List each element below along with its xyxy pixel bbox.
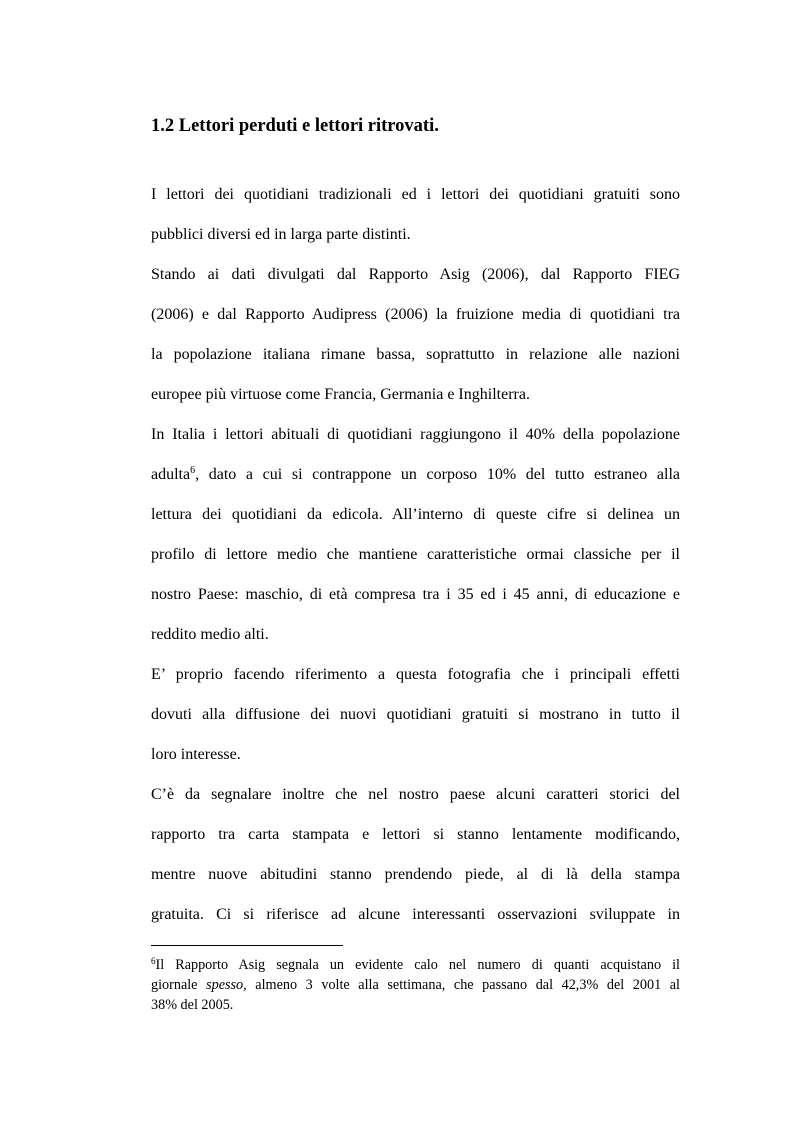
footnote-reference[interactable]: 6 [190,465,196,476]
footnote-line: 38% del 2005. [151,997,234,1013]
section-heading: 1.2 Lettori perduti e lettori ritrovati. [151,116,439,136]
footnote-text: Il Rapporto Asig segnala un evidente calo nel numero di quanti acquistano il [155,957,680,973]
body-line [151,463,680,487]
footnote-marker: 6 [151,956,156,966]
body-line: la popolazione italiana rimane bassa, soprattutto in relazione alle nazioni [151,346,680,363]
body-line: E’ proprio facendo riferimento a questa fotografia che i principali effetti [151,666,680,683]
footnote-text: giornale [151,977,207,993]
body-line: nostro Paese: maschio, di età compresa tra i 35 ed i 45 anni, di educazione e [151,586,680,603]
footnote-separator [151,945,343,946]
body-line: I lettori dei quotidiani tradizionali ed i lettori dei quotidiani gratuiti sono [151,186,680,203]
body-line: rapporto tra carta stampata e lettori si stanno lentamente modificando, [151,826,680,843]
body-line: gratuita. Ci si riferisce ad alcune interessanti osservazioni sviluppate in [151,906,680,923]
footnote-text: almeno 3 volte alla settimana, che passano dal 42,3% del 2001 al [246,977,681,993]
body-line: europee più virtuose come Francia, Germania e Inghilterra. [151,386,530,403]
body-line: dovuti alla diffusione dei nuovi quotidiani gratuiti si mostrano in tutto il [151,706,680,723]
body-text: adulta [151,466,191,483]
footnote-line [151,975,680,995]
body-line: mentre nuove abitudini stanno prendendo piede, al di là della stampa [151,866,680,883]
body-text: , dato a cui si contrappone un corposo 10% del tutto estraneo alla [195,466,680,483]
footnote-line [151,955,680,975]
body-line: pubblici diversi ed in larga parte distinti. [151,226,411,243]
body-line: lettura dei quotidiani da edicola. All’interno di queste cifre si delinea un [151,506,680,523]
body-line: loro interesse. [151,746,241,763]
body-line: In Italia i lettori abituali di quotidiani raggiungono il 40% della popolazione [151,426,680,443]
footnote-emphasis: spesso, [206,977,247,993]
body-line: Stando ai dati divulgati dal Rapporto Asig (2006), dal Rapporto FIEG [151,266,680,283]
body-line: (2006) e dal Rapporto Audipress (2006) la fruizione media di quotidiani tra [151,306,680,323]
body-line: C’è da segnalare inoltre che nel nostro paese alcuni caratteri storici del [151,786,680,803]
body-line: profilo di lettore medio che mantiene caratteristiche ormai classiche per il [151,546,680,563]
body-line: reddito medio alti. [151,626,269,643]
